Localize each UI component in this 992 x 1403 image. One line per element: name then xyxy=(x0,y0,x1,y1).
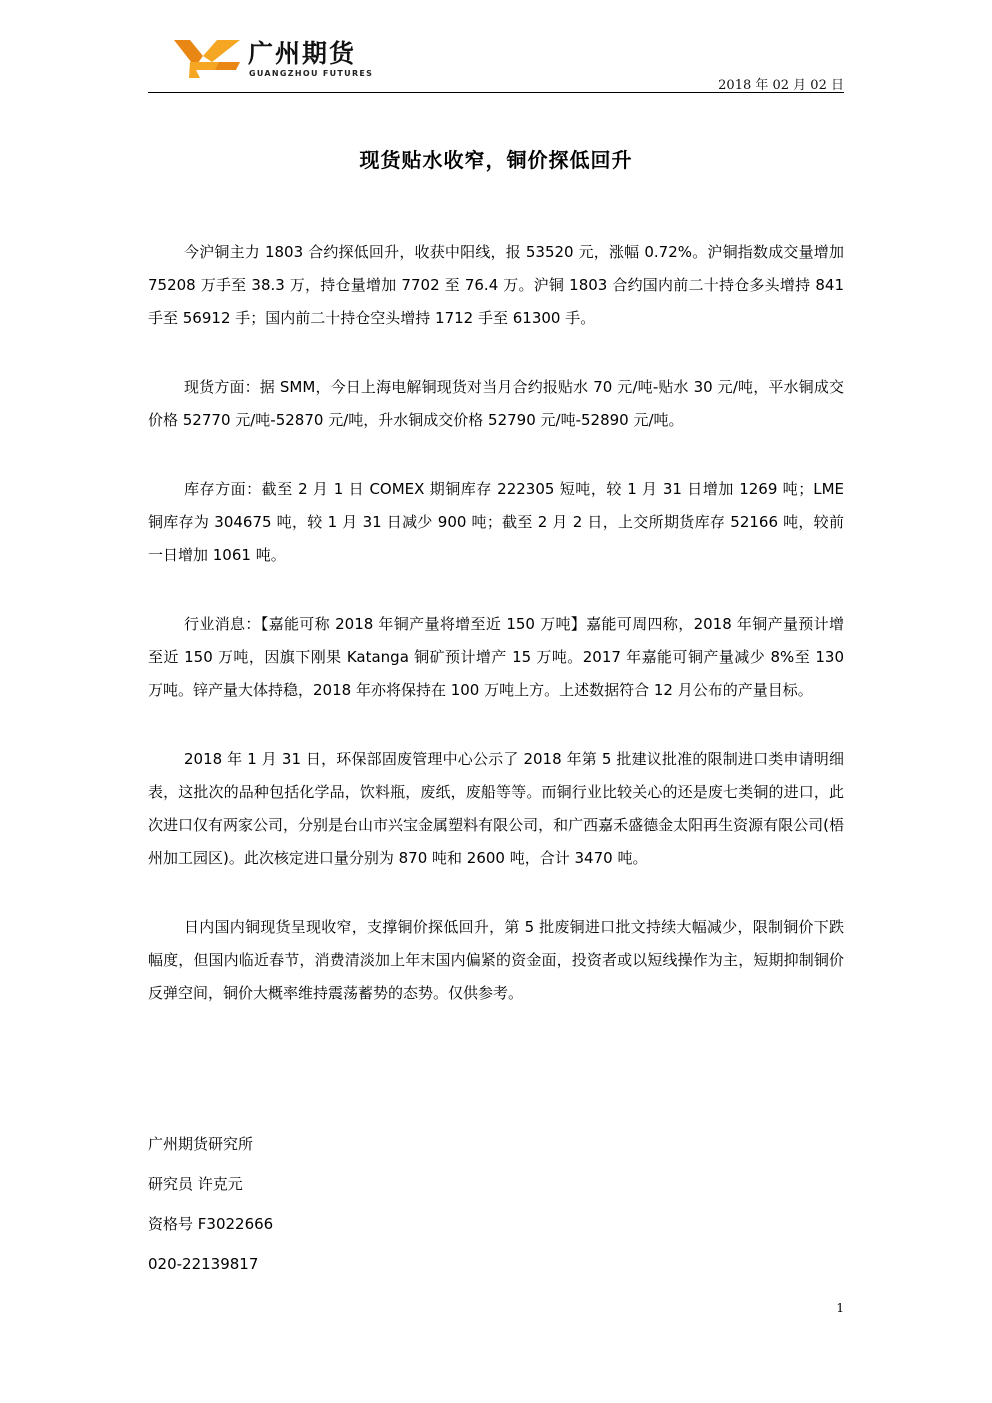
market-summary-paragraph: 今沪铜主力 1803 合约探低回升，收获中阳线，报 53520 元，涨幅 0.72%。沪铜指数成交量增加 75208 万手至 38.3 万，持仓量增加 7702 至 76.4 万。沪铜 1803 合约国内前二十持仓多头增持 841 手至 56912 手；国内前二十持仓空头增持 1712 手至 61300 手。 xyxy=(148,243,844,327)
company-logo xyxy=(172,36,392,84)
guangzhou-futures-logo-icon xyxy=(172,38,242,80)
phone-number: 020-22139817 xyxy=(148,1255,259,1273)
author-signature xyxy=(148,1124,448,1284)
import-approval-paragraph: 2018 年 1 月 31 日，环保部固废管理中心公示了 2018 年第 5 批建议批准的限制进口类申请明细表，这批次的品种包括化学品，饮料瓶，废纸，废船等等。而铜行业比较关心的还是废七类铜的进口，此次进口仅有两家公司，分别是台山市兴宝金属塑料有限公司，和广西嘉禾盛德金太阳再生资源有限公司(梧州加工园区)。此次核定进口量分别为 870 吨和 2600 吨，合计 3470 吨。 xyxy=(148,750,844,867)
outlook-paragraph: 日内国内铜现货呈现收窄，支撑铜价探低回升，第 5 批废铜进口批文持续大幅减少，限制铜价下跌幅度，但国内临近春节，消费清淡加上年末国内偏紧的资金面，投资者或以短线操作为主，短期抑制铜价反弹空间，铜价大概率维持震荡蓄势的态势。仅供参考。 xyxy=(148,918,844,1002)
researcher-name: 研究员 许克元 xyxy=(148,1175,243,1193)
document-header xyxy=(148,30,844,94)
spot-market-paragraph: 现货方面：据 SMM，今日上海电解铜现货对当月合约报贴水 70 元/吨-贴水 30 元/吨，平水铜成交价格 52770 元/吨-52870 元/吨，升水铜成交价格 52790 元/吨-52890 元/吨。 xyxy=(148,378,844,429)
inventory-paragraph: 库存方面：截至 2 月 1 日 COMEX 期铜库存 222305 短吨，较 1 月 31 日增加 1269 吨；LME 铜库存为 304675 吨，较 1 月 31 日减少 900 吨；截至 2 月 2 日，上交所期货库存 52166 吨，较前一日增加 1061 吨。 xyxy=(148,480,844,564)
page-number: 1 xyxy=(836,1301,844,1315)
research-institute: 广州期货研究所 xyxy=(148,1135,254,1153)
company-name-english: GUANGZHOU FUTURES xyxy=(249,69,374,78)
report-date: 2018 年 02 月 02 日 xyxy=(718,78,844,93)
license-number: 资格号 F3022666 xyxy=(148,1215,274,1233)
industry-news-paragraph: 行业消息：【嘉能可称 2018 年铜产量将增至近 150 万吨】嘉能可周四称，2018 年铜产量预计增至近 150 万吨，因旗下刚果 Katanga 铜矿预计增产 15 万吨。2017 年嘉能可铜产量减少 8%至 130 万吨。锌产量大体持稳，2018 年亦将保持在 100 万吨上方。上述数据符合 12 月公布的产量目标。 xyxy=(148,615,844,699)
company-name-chinese: 广州期货 xyxy=(248,39,357,68)
report-title: 现货贴水收窄，铜价探低回升 xyxy=(359,148,633,173)
header-divider xyxy=(148,92,844,93)
report-body xyxy=(148,236,844,1046)
